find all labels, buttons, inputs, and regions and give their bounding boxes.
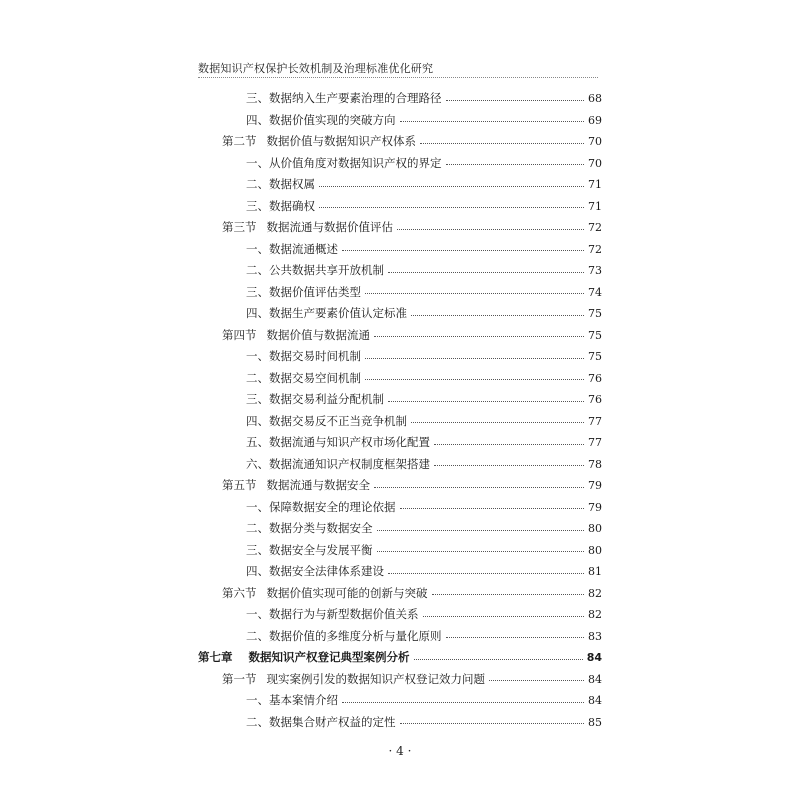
leader-dots [400, 508, 585, 509]
toc-entry-title [222, 217, 393, 239]
toc-page-number: 73 [588, 264, 602, 277]
toc-entry-label: 数据价值与数据知识产权体系 [266, 134, 416, 148]
leader-dots [319, 207, 584, 208]
toc-entry-label: 二、数据交易空间机制 [246, 370, 361, 385]
toc-entry-label: 数据流通与数据安全 [266, 478, 370, 492]
running-header: 数据知识产权保护长效机制及治理标准优化研究 [198, 62, 434, 75]
leader-dots [434, 465, 584, 466]
page-number: · 4 · [388, 744, 412, 758]
toc-page-number: 80 [588, 543, 602, 557]
toc-entry-label: 现实案例引发的数据知识产权登记效力问题 [266, 671, 485, 686]
leader-dots [365, 358, 584, 359]
toc-entry-label: 三、数据交易利益分配机制 [246, 392, 384, 406]
toc-page-number: 79 [588, 479, 602, 492]
toc-item-entry [198, 626, 602, 648]
leader-dots [400, 723, 585, 724]
toc-page-number: 75 [588, 350, 602, 363]
toc-section-entry [198, 217, 602, 239]
leader-dots [365, 293, 584, 294]
table-of-contents [198, 88, 602, 733]
toc-entry-label: 二、公共数据共享开放机制 [246, 263, 384, 277]
leader-dots [342, 250, 584, 251]
toc-entry-title [246, 282, 361, 304]
toc-section-entry [198, 475, 602, 497]
toc-entry-title [222, 325, 370, 347]
toc-entry-title [246, 518, 373, 540]
toc-entry-title [246, 454, 430, 476]
toc-item-entry [198, 604, 602, 626]
toc-entry-number: 第七章 [198, 650, 233, 664]
toc-entry-label: 数据价值实现可能的创新与突破 [266, 585, 428, 600]
toc-entry-title [222, 131, 416, 153]
toc-entry-title [198, 647, 410, 669]
toc-page-number: 78 [588, 457, 602, 471]
toc-entry-title [222, 669, 485, 691]
toc-entry-label: 二、数据价值的多维度分析与量化原则 [246, 628, 442, 643]
toc-entry-label: 数据知识产权登记典型案例分析 [248, 650, 410, 664]
leader-dots [365, 379, 584, 380]
toc-item-entry [198, 239, 602, 261]
toc-item-entry [198, 282, 602, 304]
toc-entry-label: 一、数据交易时间机制 [246, 349, 361, 363]
toc-entry-title [222, 583, 428, 605]
leader-dots [374, 336, 584, 337]
toc-entry-label: 四、数据生产要素价值认定标准 [246, 306, 407, 320]
toc-item-entry [198, 454, 602, 476]
toc-entry-title [246, 260, 384, 282]
leader-dots [319, 186, 584, 187]
toc-item-entry [198, 346, 602, 368]
header-rule [198, 77, 598, 78]
toc-page-number: 82 [588, 586, 602, 600]
toc-entry-label: 二、数据分类与数据安全 [246, 521, 373, 535]
toc-entry-label: 四、数据价值实现的突破方向 [246, 112, 396, 127]
leader-dots [446, 637, 585, 638]
toc-item-entry [198, 110, 602, 132]
toc-page-number: 84 [588, 694, 602, 707]
toc-entry-title [246, 303, 407, 325]
leader-dots [423, 616, 585, 617]
toc-entry-number: 第六节 [222, 585, 257, 600]
toc-entry-title [246, 88, 442, 110]
toc-page-number: 83 [588, 629, 602, 643]
leader-dots [342, 702, 584, 703]
toc-section-entry [198, 131, 602, 153]
toc-entry-label: 一、从价值角度对数据知识产权的界定 [246, 155, 442, 170]
leader-dots [446, 100, 585, 101]
toc-item-entry [198, 540, 602, 562]
toc-item-entry [198, 411, 602, 433]
toc-page-number: 75 [588, 328, 602, 342]
toc-item-entry [198, 497, 602, 519]
toc-entry-label: 五、数据流通与知识产权市场化配置 [246, 435, 430, 449]
leader-dots [377, 530, 585, 531]
toc-entry-title [246, 626, 442, 648]
toc-entry-label: 数据流通与数据价值评估 [266, 220, 393, 234]
leader-dots [489, 680, 584, 681]
toc-entry-title [246, 153, 442, 175]
toc-entry-title [246, 432, 430, 454]
toc-entry-label: 一、保障数据安全的理论依据 [246, 499, 396, 514]
toc-entry-label: 四、数据交易反不正当竞争机制 [246, 413, 407, 428]
toc-page-number: 84 [586, 651, 602, 664]
toc-entry-title [246, 540, 373, 562]
toc-entry-title [246, 690, 338, 712]
toc-entry-title [246, 346, 361, 368]
toc-item-entry [198, 432, 602, 454]
leader-dots [388, 573, 584, 574]
toc-entry-title [246, 389, 384, 411]
leader-dots [414, 659, 583, 660]
leader-dots [434, 444, 584, 445]
toc-page-number: 72 [588, 221, 602, 234]
toc-page-number: 84 [588, 672, 602, 686]
toc-item-entry [198, 303, 602, 325]
leader-dots [411, 422, 584, 423]
toc-entry-title [246, 174, 315, 196]
leader-dots [446, 164, 585, 165]
toc-entry-title [246, 411, 407, 433]
leader-dots [432, 594, 585, 595]
toc-page-number: 70 [588, 156, 602, 170]
toc-entry-title [246, 110, 396, 132]
leader-dots [397, 229, 584, 230]
toc-entry-title [246, 497, 396, 519]
toc-section-entry [198, 325, 602, 347]
toc-page-number: 76 [588, 371, 602, 385]
toc-item-entry [198, 88, 602, 110]
toc-entry-label: 三、数据安全与发展平衡 [246, 542, 373, 557]
toc-page-number: 69 [588, 113, 602, 127]
leader-dots [388, 272, 584, 273]
toc-entry-label: 三、数据确权 [246, 198, 315, 213]
leader-dots [420, 143, 584, 144]
toc-page-number: 81 [588, 565, 602, 578]
toc-section-entry [198, 669, 602, 691]
toc-entry-title [246, 712, 396, 734]
toc-item-entry [198, 153, 602, 175]
toc-entry-label: 六、数据流通知识产权制度框架搭建 [246, 456, 430, 471]
toc-item-entry [198, 260, 602, 282]
leader-dots [411, 315, 584, 316]
toc-entry-number: 第一节 [222, 671, 257, 686]
toc-entry-label: 三、数据价值评估类型 [246, 284, 361, 299]
toc-entry-number: 第四节 [222, 327, 257, 342]
toc-entry-label: 二、数据集合财产权益的定性 [246, 714, 396, 729]
toc-page-number: 71 [588, 199, 602, 213]
toc-item-entry [198, 561, 602, 583]
toc-item-entry [198, 518, 602, 540]
toc-page-number: 68 [588, 92, 602, 105]
toc-entry-title [222, 475, 370, 497]
toc-entry-label: 一、基本案情介绍 [246, 693, 338, 707]
toc-item-entry [198, 196, 602, 218]
toc-chapter-entry [198, 647, 602, 669]
leader-dots [374, 487, 584, 488]
toc-item-entry [198, 368, 602, 390]
toc-page-number: 76 [588, 393, 602, 406]
toc-page-number: 85 [588, 715, 602, 729]
toc-entry-title [246, 239, 338, 261]
toc-entry-title [246, 368, 361, 390]
leader-dots [377, 551, 585, 552]
toc-entry-title [246, 561, 384, 583]
toc-page-number: 77 [588, 436, 602, 449]
toc-entry-label: 一、数据流通概述 [246, 241, 338, 256]
toc-page-number: 74 [588, 285, 602, 299]
toc-page-number: 72 [588, 242, 602, 256]
toc-page-number: 82 [588, 608, 602, 621]
toc-page-number: 70 [588, 135, 602, 148]
leader-dots [388, 401, 584, 402]
toc-section-entry [198, 583, 602, 605]
toc-page-number: 77 [588, 414, 602, 428]
toc-item-entry [198, 389, 602, 411]
toc-entry-number: 第三节 [222, 220, 257, 234]
toc-entry-title [246, 196, 315, 218]
toc-entry-number: 第五节 [222, 478, 257, 492]
toc-entry-label: 一、数据行为与新型数据价值关系 [246, 607, 419, 621]
toc-page-number: 75 [588, 307, 602, 320]
toc-entry-label: 四、数据安全法律体系建设 [246, 564, 384, 578]
toc-page-number: 79 [588, 500, 602, 514]
toc-item-entry [198, 174, 602, 196]
toc-item-entry [198, 690, 602, 712]
toc-entry-label: 三、数据纳入生产要素治理的合理路径 [246, 91, 442, 105]
toc-item-entry [198, 712, 602, 734]
toc-entry-number: 第二节 [222, 134, 257, 148]
toc-page-number: 80 [588, 522, 602, 535]
toc-entry-label: 二、数据权属 [246, 177, 315, 191]
leader-dots [400, 121, 585, 122]
toc-page-number: 71 [588, 178, 602, 191]
toc-entry-label: 数据价值与数据流通 [266, 327, 370, 342]
toc-entry-title [246, 604, 419, 626]
